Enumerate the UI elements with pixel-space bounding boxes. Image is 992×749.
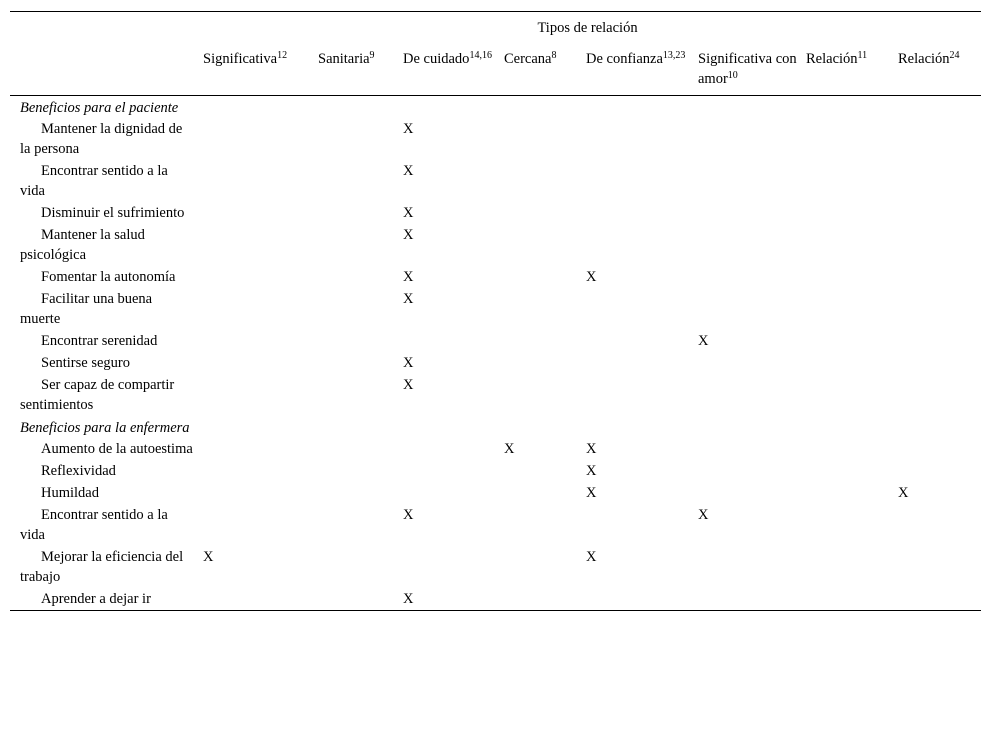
mark-cell — [797, 224, 889, 266]
column-header-reference: 8 — [551, 50, 557, 61]
mark-cell — [797, 202, 889, 224]
table-row — [10, 118, 981, 160]
mark-cell — [689, 160, 797, 202]
mark-cell: X — [403, 291, 414, 307]
mark-cell — [309, 160, 394, 202]
mark-cell — [889, 374, 981, 416]
mark-cell — [689, 374, 797, 416]
mark-cell — [194, 352, 309, 374]
row-label: Fomentar la autonomía — [41, 269, 176, 285]
mark-cell — [577, 202, 689, 224]
mark-cell — [689, 224, 797, 266]
mark-cell — [889, 352, 981, 374]
column-header-reference: 14,16 — [469, 50, 492, 61]
table-row — [10, 202, 981, 224]
mark-cell — [689, 202, 797, 224]
mark-cell — [309, 202, 394, 224]
mark-cell — [194, 374, 309, 416]
row-label: Mantener la dignidad de la persona — [20, 121, 183, 157]
mark-cell — [309, 118, 394, 160]
mark-cell — [797, 504, 889, 546]
mark-cell — [577, 504, 689, 546]
group-header-row — [10, 12, 981, 44]
mark-cell — [194, 224, 309, 266]
row-label-cell — [10, 224, 194, 266]
table-row — [10, 288, 981, 330]
mark-cell — [194, 118, 309, 160]
row-label: Facilitar una buena muerte — [20, 291, 153, 327]
mark-cell — [889, 438, 981, 460]
row-label: Humildad — [41, 485, 99, 501]
relationship-benefits-table — [10, 11, 981, 611]
mark-cell: X — [403, 163, 414, 179]
mark-cell: X — [586, 463, 597, 479]
mark-cell: X — [403, 507, 414, 523]
mark-cell — [394, 482, 495, 504]
mark-cell — [797, 460, 889, 482]
column-header-reference: 24 — [949, 50, 960, 61]
section-title: Beneficios para el paciente — [20, 100, 179, 116]
mark-cell — [889, 330, 981, 352]
column-header-label: De cuidado — [403, 51, 470, 67]
table-row — [10, 352, 981, 374]
mark-cell — [797, 374, 889, 416]
mark-cell — [194, 160, 309, 202]
table-row — [10, 224, 981, 266]
mark-cell — [194, 438, 309, 460]
row-label: Disminuir el sufrimiento — [41, 205, 185, 221]
mark-cell — [689, 352, 797, 374]
section-header-row — [10, 416, 981, 438]
table-body — [10, 96, 981, 611]
mark-cell — [797, 482, 889, 504]
mark-cell — [889, 546, 981, 588]
mark-cell — [797, 266, 889, 288]
mark-cell — [889, 160, 981, 202]
mark-cell: X — [698, 333, 709, 349]
column-header-label: Relación — [898, 51, 950, 67]
corner-cell-lower — [10, 43, 194, 96]
mark-cell — [309, 460, 394, 482]
column-header — [394, 43, 495, 96]
row-label-cell — [10, 352, 194, 374]
mark-cell — [309, 504, 394, 546]
mark-cell — [889, 266, 981, 288]
mark-cell — [309, 546, 394, 588]
row-label-cell — [10, 118, 194, 160]
mark-cell — [577, 588, 689, 611]
mark-cell — [194, 330, 309, 352]
mark-cell — [495, 224, 577, 266]
table-row — [10, 438, 981, 460]
mark-cell — [797, 352, 889, 374]
mark-cell — [495, 482, 577, 504]
row-label-cell — [10, 588, 194, 611]
mark-cell — [889, 460, 981, 482]
group-header-cell — [194, 12, 981, 44]
mark-cell: X — [586, 485, 597, 501]
column-header — [194, 43, 309, 96]
row-label: Encontrar serenidad — [41, 333, 158, 349]
table-row — [10, 460, 981, 482]
mark-cell — [577, 352, 689, 374]
row-label: Mejorar la eficiencia del trabajo — [20, 549, 184, 585]
mark-cell — [577, 288, 689, 330]
mark-cell: X — [394, 588, 495, 611]
mark-cell — [309, 352, 394, 374]
mark-cell: X — [504, 441, 515, 457]
mark-cell — [889, 118, 981, 160]
mark-cell — [495, 266, 577, 288]
mark-cell: X — [203, 549, 214, 565]
row-label-cell — [10, 482, 194, 504]
table-row — [10, 588, 981, 611]
mark-cell — [495, 202, 577, 224]
table-row — [10, 504, 981, 546]
mark-cell — [495, 118, 577, 160]
mark-cell — [577, 374, 689, 416]
row-label: Aprender a dejar ir — [41, 591, 151, 607]
column-header — [309, 43, 394, 96]
mark-cell — [309, 374, 394, 416]
row-label-cell — [10, 202, 194, 224]
mark-cell — [495, 588, 577, 611]
column-header — [889, 43, 981, 96]
row-label-cell — [10, 374, 194, 416]
mark-cell: X — [586, 269, 597, 285]
mark-cell — [577, 160, 689, 202]
table-row — [10, 482, 981, 504]
mark-cell — [194, 504, 309, 546]
mark-cell — [689, 118, 797, 160]
mark-cell: X — [403, 121, 414, 137]
row-label: Encontrar sentido a la vida — [20, 507, 168, 543]
table-row — [10, 546, 981, 588]
mark-cell — [689, 438, 797, 460]
mark-cell — [495, 374, 577, 416]
row-label-cell — [10, 330, 194, 352]
mark-cell — [689, 460, 797, 482]
mark-cell — [309, 330, 394, 352]
mark-cell — [495, 330, 577, 352]
mark-cell — [194, 266, 309, 288]
mark-cell — [194, 202, 309, 224]
section-title: Beneficios para la enfermera — [20, 420, 190, 436]
column-header-reference: 10 — [727, 70, 738, 81]
mark-cell: X — [586, 441, 597, 457]
row-label: Mantener la salud psicológica — [20, 227, 145, 263]
group-header-label: Tipos de relación — [537, 19, 638, 36]
column-header-label: Sanitaria — [318, 51, 370, 67]
mark-cell — [577, 224, 689, 266]
column-header-label: De confianza — [586, 51, 663, 67]
row-label-cell — [10, 546, 194, 588]
mark-cell — [797, 118, 889, 160]
mark-cell — [889, 504, 981, 546]
mark-cell — [797, 160, 889, 202]
mark-cell — [577, 118, 689, 160]
corner-cell — [10, 12, 194, 44]
mark-cell: X — [403, 205, 414, 221]
table-row — [10, 266, 981, 288]
mark-cell — [577, 330, 689, 352]
mark-cell — [797, 330, 889, 352]
mark-cell — [797, 588, 889, 611]
column-header — [797, 43, 889, 96]
column-header-label: Significativa con amor — [698, 51, 797, 87]
table-row — [10, 160, 981, 202]
mark-cell — [394, 460, 495, 482]
mark-cell — [194, 588, 309, 611]
mark-cell: X — [698, 507, 709, 523]
mark-cell — [495, 504, 577, 546]
mark-cell — [495, 352, 577, 374]
column-header-label: Cercana — [504, 51, 552, 67]
mark-cell — [889, 202, 981, 224]
mark-cell — [689, 482, 797, 504]
column-header-reference: 12 — [277, 50, 288, 61]
column-header — [577, 43, 689, 96]
row-label: Sentirse seguro — [41, 355, 130, 371]
column-header-row — [10, 43, 981, 96]
mark-cell — [309, 266, 394, 288]
mark-cell — [309, 438, 394, 460]
mark-cell — [309, 288, 394, 330]
mark-cell — [797, 438, 889, 460]
row-label-cell — [10, 460, 194, 482]
column-header — [689, 43, 797, 96]
row-label-cell — [10, 160, 194, 202]
row-label-cell — [10, 438, 194, 460]
benefits-table-container — [10, 11, 981, 611]
row-label: Ser capaz de compartir sentimientos — [20, 377, 175, 413]
column-header-label: Significativa — [203, 51, 278, 67]
mark-cell — [495, 288, 577, 330]
column-header-reference: 13,23 — [662, 50, 686, 61]
mark-cell — [194, 482, 309, 504]
mark-cell — [394, 330, 495, 352]
column-header-reference: 11 — [857, 50, 868, 61]
column-header-reference: 9 — [369, 50, 375, 61]
mark-cell — [889, 588, 981, 611]
mark-cell — [394, 438, 495, 460]
mark-cell — [495, 546, 577, 588]
mark-cell — [194, 288, 309, 330]
row-label: Encontrar sentido a la vida — [20, 163, 168, 199]
mark-cell — [797, 546, 889, 588]
mark-cell — [889, 224, 981, 266]
column-header — [495, 43, 577, 96]
mark-cell: X — [586, 549, 597, 565]
mark-cell — [689, 266, 797, 288]
mark-cell — [394, 546, 495, 588]
mark-cell — [889, 288, 981, 330]
mark-cell — [194, 460, 309, 482]
table-row — [10, 330, 981, 352]
mark-cell — [689, 546, 797, 588]
section-header-row — [10, 96, 981, 119]
row-label-cell — [10, 504, 194, 546]
row-label-cell — [10, 288, 194, 330]
mark-cell: X — [403, 355, 414, 371]
mark-cell — [309, 224, 394, 266]
column-header-label: Relación — [806, 51, 858, 67]
mark-cell — [797, 288, 889, 330]
mark-cell — [689, 588, 797, 611]
mark-cell: X — [898, 485, 909, 501]
mark-cell: X — [403, 377, 414, 393]
mark-cell — [495, 460, 577, 482]
mark-cell — [495, 160, 577, 202]
row-label: Reflexividad — [41, 463, 116, 479]
mark-cell: X — [403, 227, 414, 243]
row-label-cell — [10, 266, 194, 288]
mark-cell: X — [403, 269, 414, 285]
mark-cell — [309, 588, 394, 611]
mark-cell — [309, 482, 394, 504]
mark-cell — [689, 288, 797, 330]
row-label: Aumento de la autoestima — [41, 441, 193, 457]
table-row — [10, 374, 981, 416]
